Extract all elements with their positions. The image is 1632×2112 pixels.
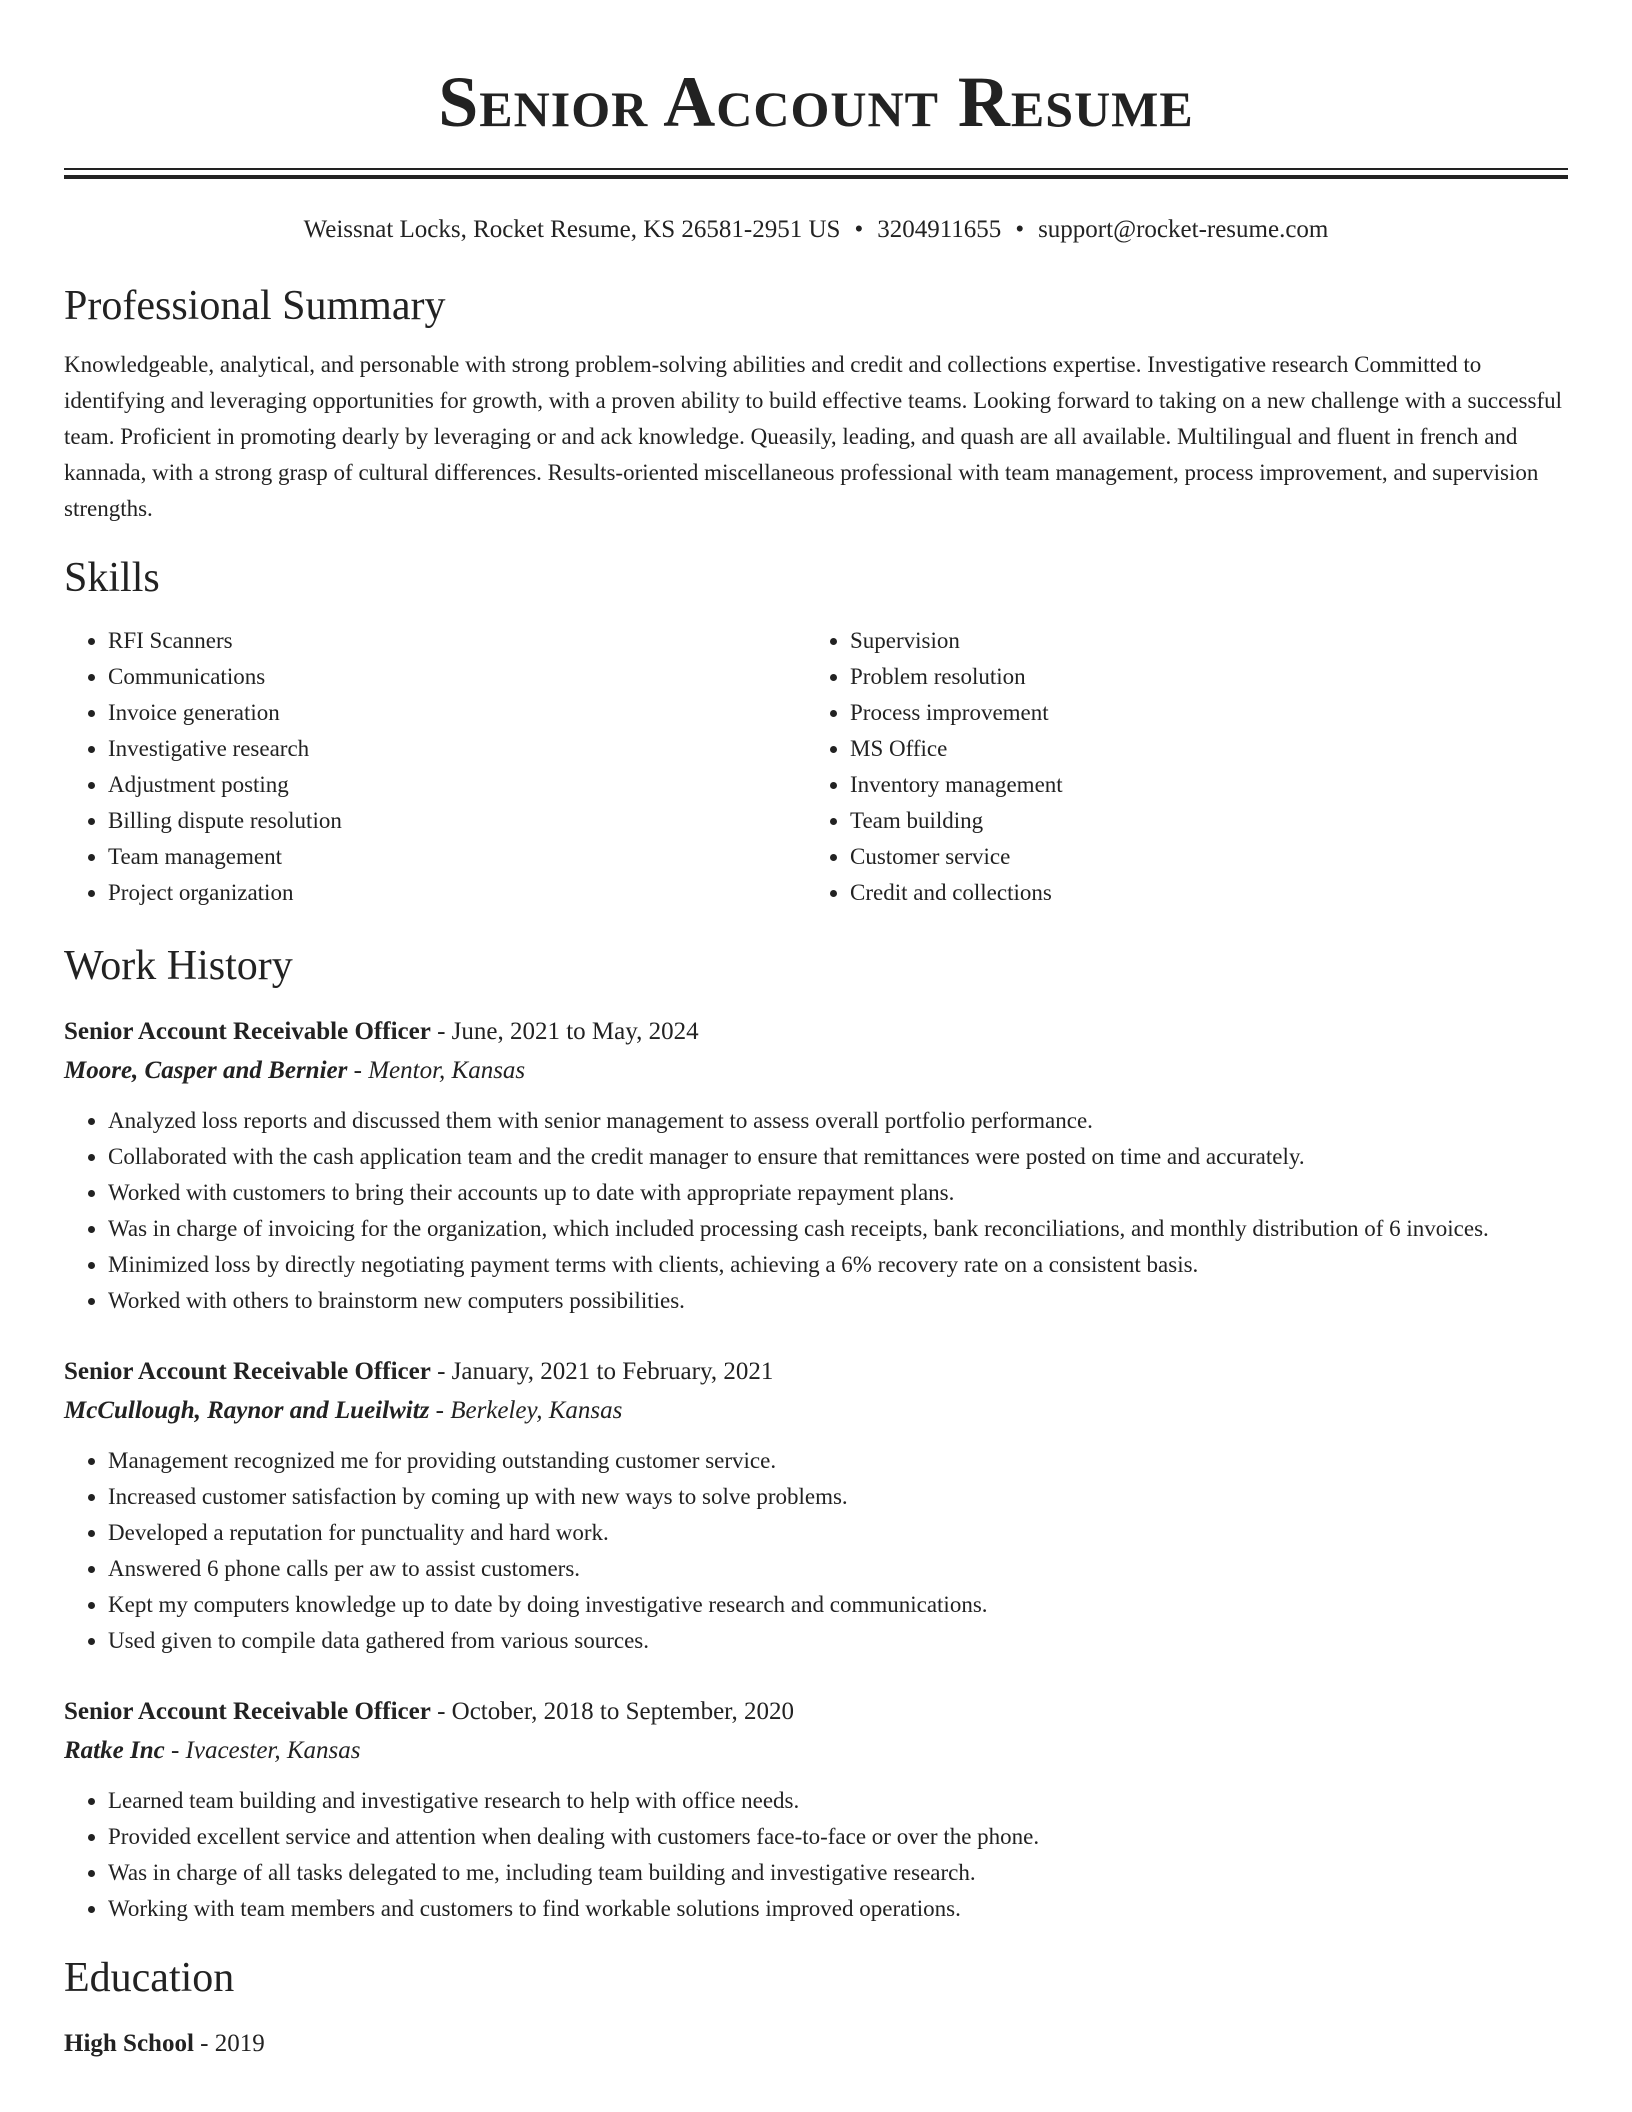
contact-email: support@rocket-resume.com [1038,216,1329,243]
skill-item: • Inventory management [850,767,1548,803]
job-entry [64,1013,1568,1319]
job-bullet: • Used given to compile data gathered from various sources. [108,1623,1568,1659]
job-location: - Berkeley, Kansas [429,1397,623,1424]
contact-separator: • [1015,216,1025,243]
company-name: Moore, Casper and Bernier [64,1057,348,1084]
job-bullet: • Worked with others to brainstorm new computers possibilities. [108,1283,1568,1319]
job-employer [64,1051,1568,1091]
job-bullet: • Management recognized me for providing outstanding customer service. [108,1443,1568,1479]
skill-item: • Customer service [850,839,1548,875]
resume-title: Senior Account Resume [438,62,1194,142]
job-bullet: • Answered 6 phone calls per aw to assist customers. [108,1551,1568,1587]
skill-item: • Project organization [108,875,806,911]
skill-item: • MS Office [850,731,1548,767]
education-entry [64,2025,1568,2063]
job-bullet: • Collaborated with the cash application team and the credit manager to ensure that remittances were posted on time and accurately. [108,1139,1568,1175]
title-divider [64,168,1568,179]
job-bullet: • Was in charge of invoicing for the organization, which included processing cash receipts, bank reconciliations, and monthly distribution of 6 invoices. [108,1211,1568,1247]
job-bullets [64,1443,1568,1659]
skill-item: • Credit and collections [850,875,1548,911]
job-entry [64,1693,1568,1927]
job-bullet: • Learned team building and investigative research to help with office needs. [108,1783,1568,1819]
job-bullet: • Was in charge of all tasks delegated to me, including team building and investigative research. [108,1855,1568,1891]
job-header [64,1013,1568,1051]
job-bullets [64,1103,1568,1319]
contact-separator: • [854,216,864,243]
skills-section [64,553,1568,911]
skills-columns [64,623,1568,911]
company-name: McCullough, Raynor and Lueilwitz [64,1397,430,1424]
education-section [64,1953,1568,2063]
job-bullet: • Developed a reputation for punctuality and hard work. [108,1515,1568,1551]
summary-heading: Professional Summary [64,283,446,329]
skill-item: • Adjustment posting [108,767,806,803]
skill-item: • Billing dispute resolution [108,803,806,839]
job-title: Senior Account Receivable Officer [64,1018,431,1045]
job-header [64,1353,1568,1391]
job-bullet: • Worked with customers to bring their accounts up to date with appropriate repayment plans. [108,1175,1568,1211]
job-location: - Ivacester, Kansas [164,1737,361,1764]
skill-item: • RFI Scanners [108,623,806,659]
resume-page [64,0,1568,2063]
skill-item: • Team management [108,839,806,875]
skill-item: • Investigative research [108,731,806,767]
contact-phone: 3204911655 [877,216,1002,243]
skill-item: • Communications [108,659,806,695]
job-title: Senior Account Receivable Officer [64,1358,431,1385]
job-bullet: • Kept my computers knowledge up to date by doing investigative research and communications. [108,1587,1568,1623]
job-header [64,1693,1568,1731]
job-bullet: • Working with team members and customers to find workable solutions improved operations. [108,1891,1568,1927]
skills-list-left [64,623,806,911]
job-employer [64,1391,1568,1431]
job-dates: - June, 2021 to May, 2024 [430,1018,699,1045]
company-name: Ratke Inc [64,1737,165,1764]
job-bullet: • Provided excellent service and attention when dealing with customers face-to-face or over the phone. [108,1819,1568,1855]
skills-heading: Skills [64,555,160,601]
job-bullet: • Minimized loss by directly negotiating payment terms with clients, achieving a 6% recovery rate on a consistent basis. [108,1247,1568,1283]
skills-list-right [806,623,1548,911]
job-bullet: • Analyzed loss reports and discussed them with senior management to assess overall portfolio performance. [108,1103,1568,1139]
contact-address: Weissnat Locks, Rocket Resume, KS 26581-2951 US [303,216,841,243]
job-title: Senior Account Receivable Officer [64,1698,431,1725]
job-dates: - January, 2021 to February, 2021 [430,1358,774,1385]
skill-item: • Process improvement [850,695,1548,731]
skill-item: • Supervision [850,623,1548,659]
work-history-heading: Work History [64,943,293,989]
summary-text: Knowledgeable, analytical, and personable with strong problem-solving abilities and credit and collections expertise. Investigative research Committed to identifying and leveraging opportunities for growth, with a proven ability to build effective teams. Looking forward to taking on a new challenge with a successful team. Proficient in promoting dearly by leveraging or and ack knowledge. Queasily, leading, and quash are all available. Multilingual and fluent in french and kannada, with a strong grasp of cultural differences. Results-oriented miscellaneous professional with team management, process improvement, and supervision strengths. [64,352,1563,521]
job-location: - Mentor, Kansas [347,1057,526,1084]
job-employer [64,1731,1568,1771]
contact-line [64,213,1568,247]
job-bullet: • Increased customer satisfaction by coming up with new ways to solve problems. [108,1479,1568,1515]
job-bullets [64,1783,1568,1927]
skill-item: • Team building [850,803,1548,839]
job-entry [64,1353,1568,1659]
work-history-section [64,941,1568,1927]
skill-item: • Problem resolution [850,659,1548,695]
education-degree: High School [64,2030,194,2057]
education-heading: Education [64,1955,235,2001]
skill-item: • Invoice generation [108,695,806,731]
education-year: - 2019 [193,2030,265,2057]
job-dates: - October, 2018 to September, 2020 [430,1698,795,1725]
summary-section [64,281,1568,527]
